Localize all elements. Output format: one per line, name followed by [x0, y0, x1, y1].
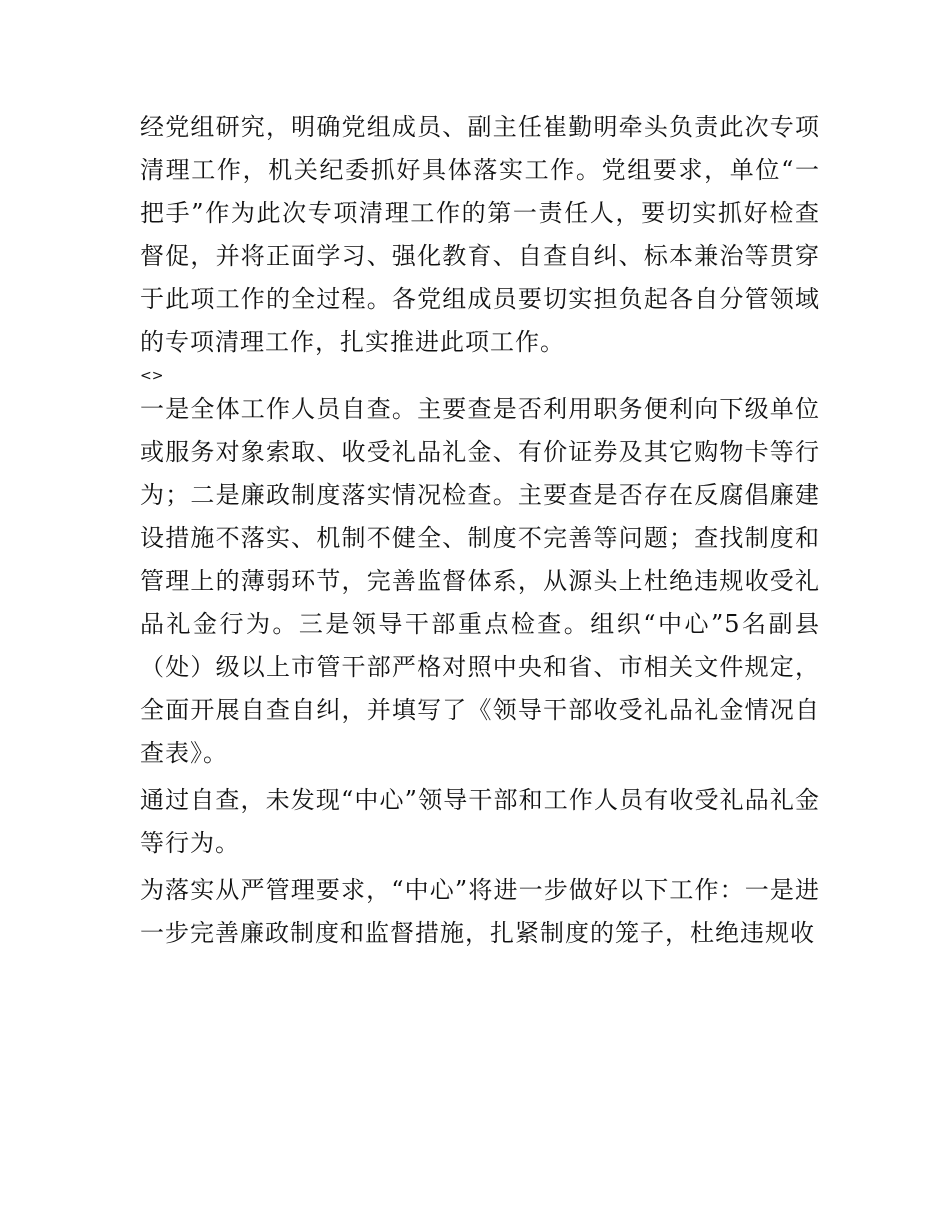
paragraph-next-steps: 为落实从严管理要求，“中心”将进一步做好以下工作：一是进一步完善廉政制度和监督措施，扎紧制度的笼子，杜绝违规收	[140, 876, 820, 947]
paragraph-inspection-items: 一是全体工作人员自查。主要查是否利用职务便利向下级单位或服务对象索取、收受礼品礼金、有价证券及其它购物卡等行为；二是廉政制度落实情况检查。主要查是否存在反腐倡廉建设措施不落实、机制不健全、制度不完善等问题；查找制度和管理上的薄弱环节，完善监督体系，从源头上杜绝违规收受礼品礼金行为。三是领导干部重点检查。组织“中心”5名副县（处）级以上市管干部严格对照中央和省、市相关文件规定，全面开展自查自纠，并填写了《领导干部收受礼品礼金情况自查表》。	[140, 395, 820, 767]
document-body	[140, 106, 820, 955]
paragraph-inspection-result: 通过自查，未发现“中心”领导干部和工作人员有收受礼品礼金等行为。	[140, 786, 820, 857]
placeholder-marker: <>	[140, 368, 164, 384]
paragraph-leadership-arrangement: 经党组研究，明确党组成员、副主任崔勤明牵头负责此次专项清理工作，机关纪委抓好具体落实工作。党组要求，单位“一把手”作为此次专项清理工作的第一责任人，要切实抓好检查督促，并将正面学习、强化教育、自查自纠、标本兼治等贯穿于此项工作的全过程。各党组成员要切实担负起各自分管领域的专项清理工作，扎实推进此项工作。	[140, 113, 820, 356]
